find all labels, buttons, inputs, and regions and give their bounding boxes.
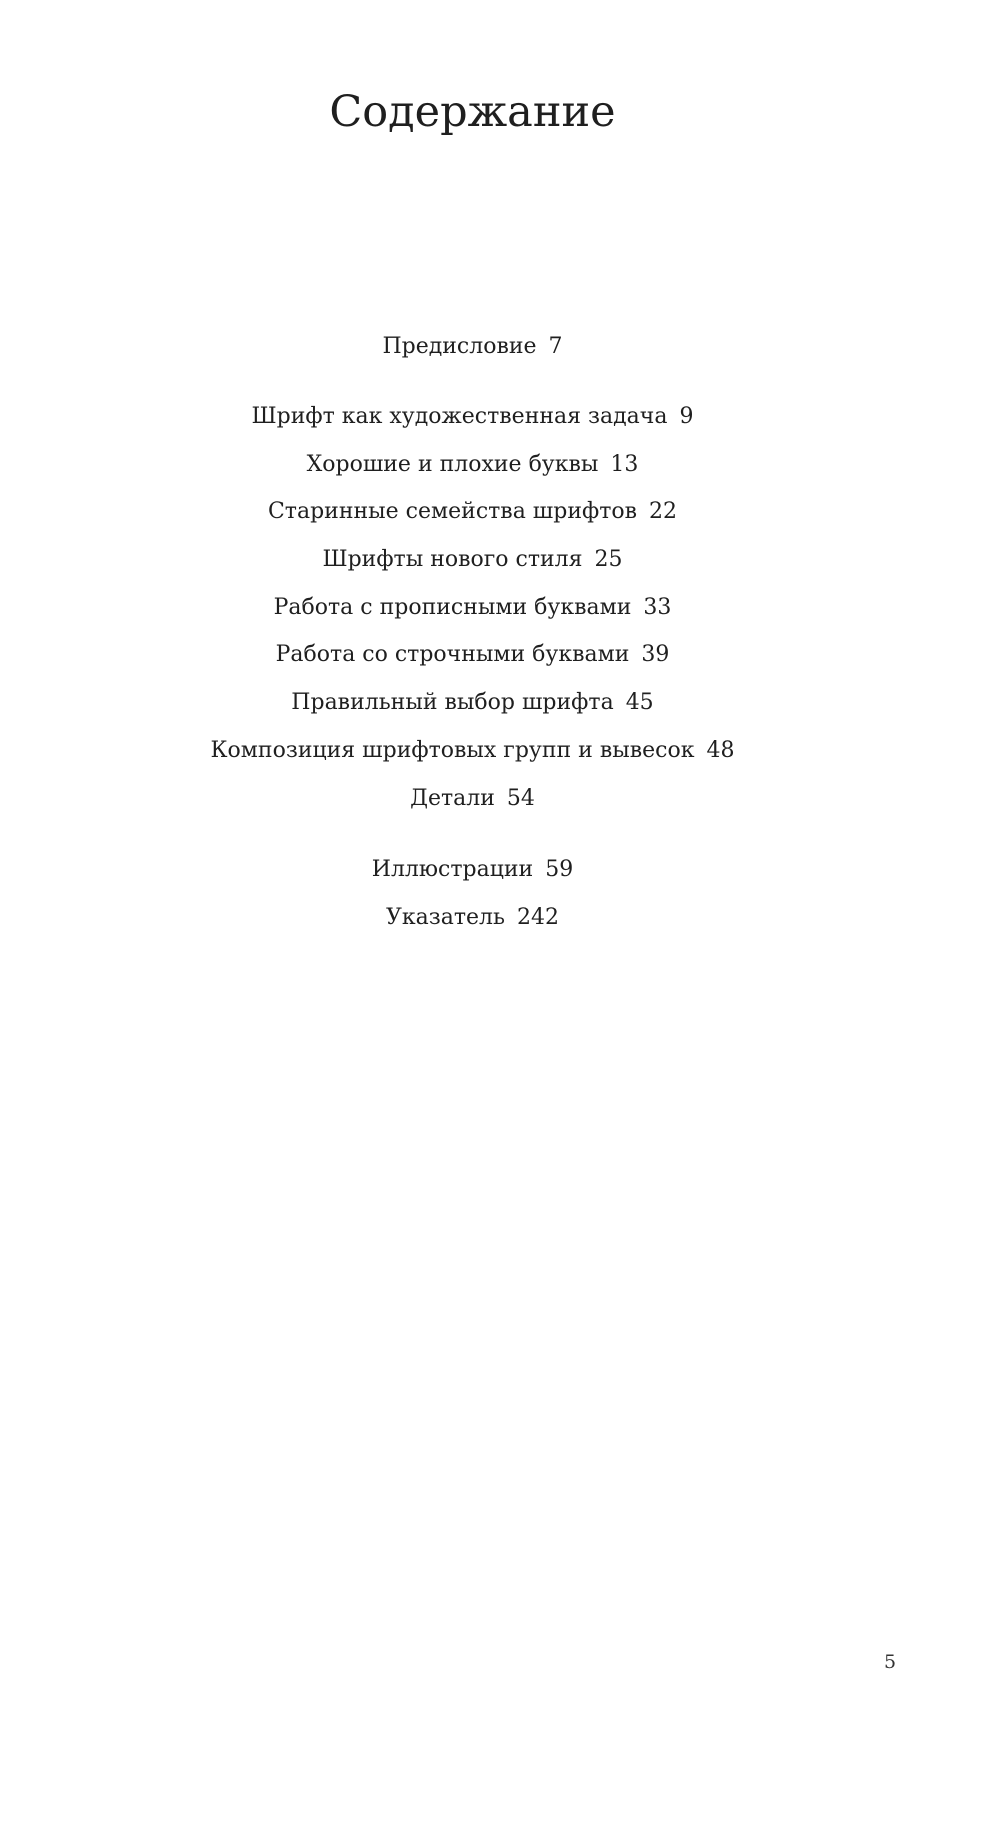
toc-entry-label: Правильный выбор шрифта: [291, 690, 614, 716]
toc-entry-label: Старинные семейства шрифтов: [267, 499, 638, 525]
toc-entry[interactable]: [0, 403, 945, 451]
toc-entry-label: Предисловие: [382, 334, 537, 359]
page-title: Содержание: [329, 87, 616, 137]
toc-entry-page: 33: [643, 594, 672, 620]
page-number: 5: [884, 1651, 897, 1673]
toc-entry-label: Работа с прописными буквами: [273, 594, 632, 620]
toc-entry-page: 39: [641, 642, 670, 668]
toc-entry[interactable]: [0, 689, 945, 737]
toc-entry-label: Работа со строчными буквами: [275, 642, 630, 668]
toc-entry[interactable]: [0, 594, 945, 642]
toc-entry-label: Указатель: [385, 904, 506, 930]
toc-entry-label: Композиция шрифтовых групп и вывесок: [210, 737, 695, 763]
toc-entry-page: 59: [545, 857, 574, 882]
toc-entry[interactable]: [0, 333, 945, 381]
toc-entry-page: 45: [625, 690, 654, 716]
toc-entry[interactable]: [0, 641, 945, 689]
toc-entry[interactable]: [0, 546, 945, 594]
toc-entry-page: 9: [679, 404, 694, 429]
toc-entry-page: 7: [548, 334, 563, 359]
toc-entry[interactable]: [0, 785, 945, 833]
toc-entry[interactable]: [0, 498, 945, 546]
toc-entry-label: Шрифты нового стиля: [322, 547, 583, 573]
toc-group-chapters: [0, 403, 945, 832]
toc-entry[interactable]: [0, 737, 945, 785]
toc-group-back: [0, 856, 945, 951]
toc-entry-label: Иллюстрации: [371, 857, 534, 882]
toc-entry-page: 25: [594, 547, 623, 573]
toc-group-front: [0, 333, 945, 381]
toc-entry-page: 13: [610, 451, 639, 477]
toc-entry[interactable]: [0, 451, 945, 499]
toc-entry[interactable]: [0, 856, 945, 904]
toc-entry-page: 22: [649, 499, 678, 525]
toc-entry-label: Шрифт как художественная задача: [251, 404, 668, 429]
toc-entry-page: 54: [506, 785, 535, 811]
toc-entry[interactable]: [0, 904, 945, 952]
toc-entry-label: Хорошие и плохие буквы: [306, 451, 599, 477]
toc-entry-page: 48: [706, 737, 735, 763]
toc-entry-label: Детали: [410, 785, 495, 811]
toc-entry-page: 242: [517, 904, 560, 930]
